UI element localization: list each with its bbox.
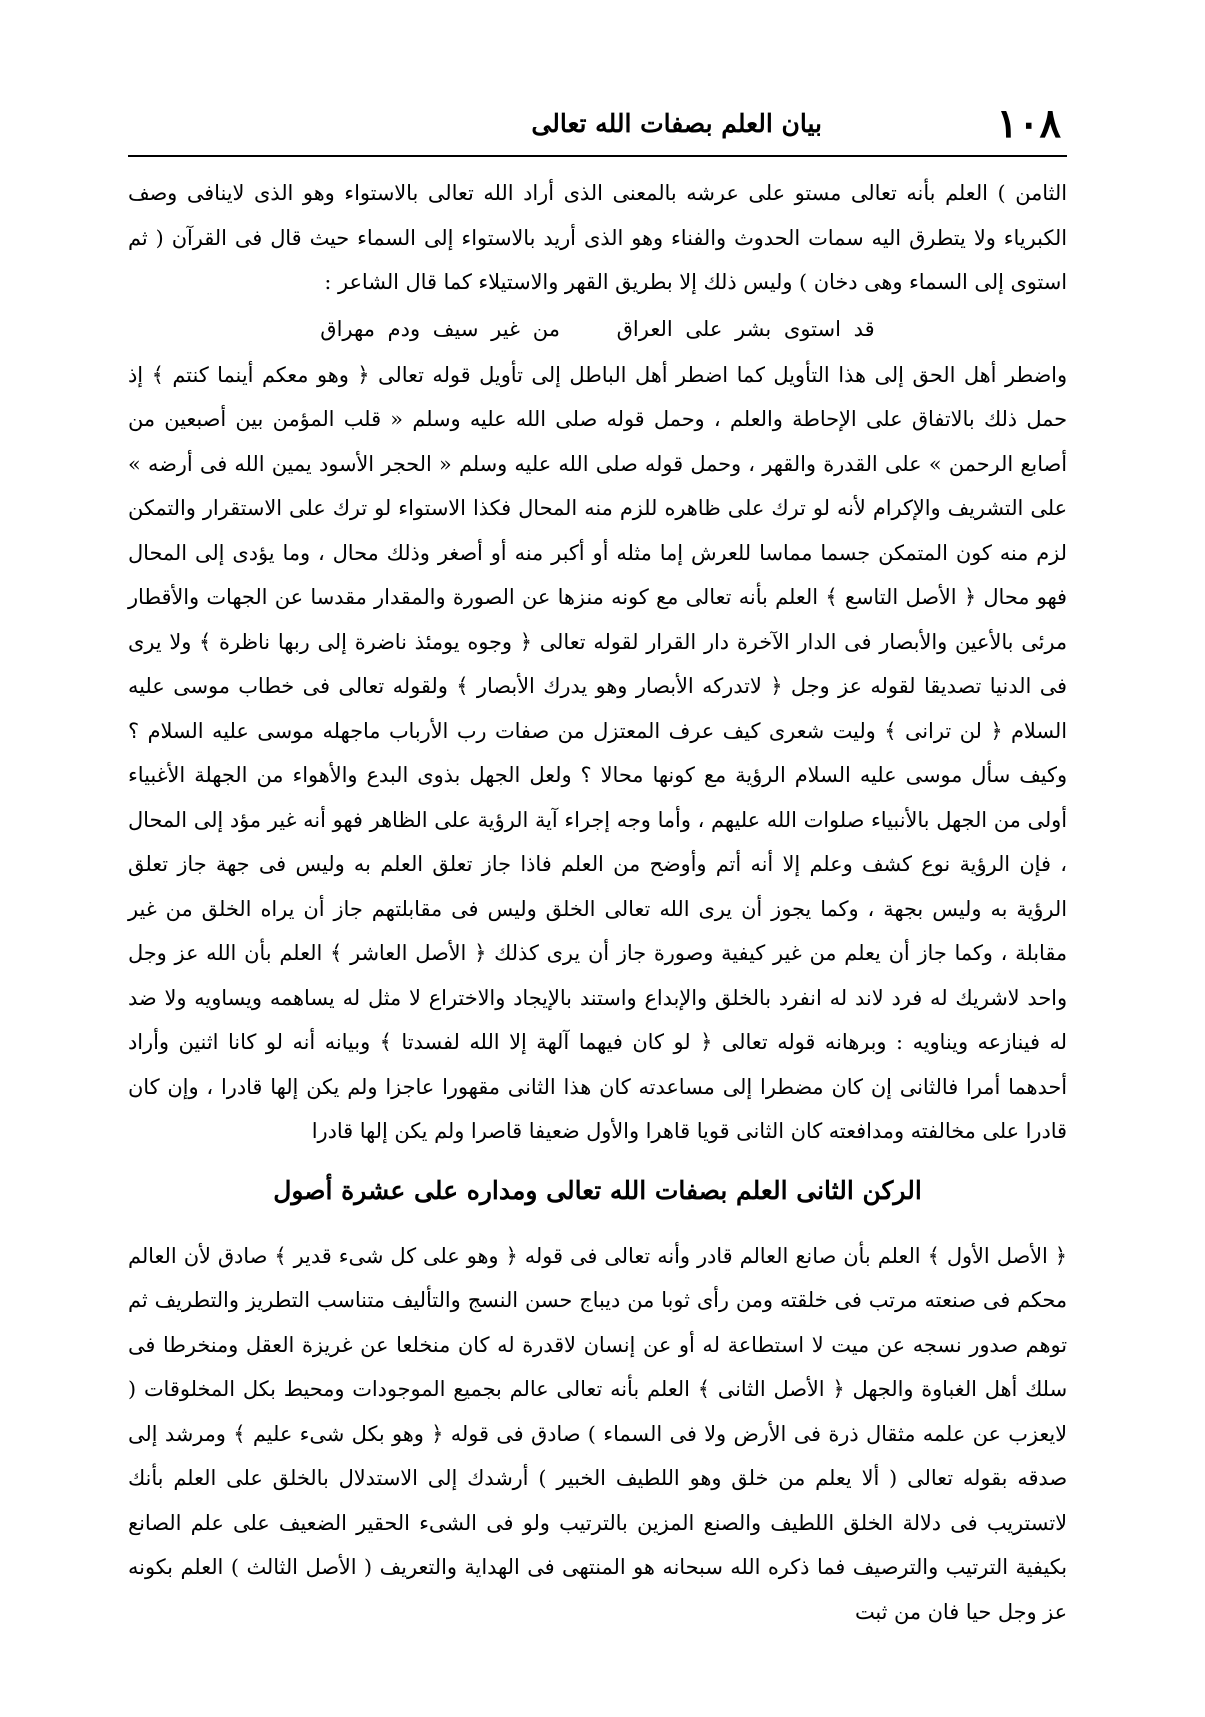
running-title: بيان العلم بصفات الله تعالى <box>531 109 822 138</box>
page-header <box>128 95 1067 157</box>
paragraph-eighth-principle: الثامن ) العلم بأنه تعالى مستو على عرشه بالمعنى الذى أراد الله تعالى بالاستواء وهو الذى لاينافى وصف الكبرياء ولا يتطرق اليه سمات الحدوث والفناء وهو الذى أريد بالاستواء إلى السماء حيث قال فى القرآن ( ثم استوى إلى السماء وهى دخان ) وليس ذلك إلا بطريق القهر والاستيلاء كما قال الشاعر : <box>128 181 1067 294</box>
section-heading: الركن الثانى العلم بصفات الله تعالى ومداره على عشرة أصول <box>273 1175 922 1205</box>
page-number: ١٠٨ <box>996 100 1061 147</box>
paragraph-ninth-tenth-principles: واضطر أهل الحق إلى هذا التأويل كما اضطر أهل الباطل إلى تأويل قوله تعالى ﴿ وهو معكم أينما كنتم ﴾ إذ حمل ذلك بالاتفاق على الإحاطة والعلم ، وحمل قوله صلى الله عليه وسلم « قلب المؤمن بين أصبعين من أصابع الرحمن » على القدرة والقهر ، وحمل قوله صلى الله عليه وسلم « الحجر الأسود يمين الله فى أرضه » على التشريف والإكرام لأنه لو ترك على ظاهره للزم منه المحال فكذا الاستواء لو ترك على الاستقرار والتمكن لزم منه كون المتمكن جسما مماسا للعرش إما مثله أو أكبر منه أو أصغر وذلك محال ، وما يؤدى إلى المحال فهو محال ﴿ الأصل التاسع ﴾ العلم بأنه تعالى مع كونه منزها عن الصورة والمقدار مقدسا عن الجهات والأقطار مرئى بالأعين والأبصار فى الدار الآخرة دار القرار لقوله تعالى ﴿ وجوه يومئذ ناضرة إلى ربها ناظرة ﴾ ولا يرى فى الدنيا تصديقا لقوله عز وجل ﴿ لاتدركه الأبصار وهو يدرك الأبصار ﴾ ولقوله تعالى فى خطاب موسى عليه السلام ﴿ لن ترانى ﴾ وليت شعرى كيف عرف المعتزل من صفات رب الأرباب ماجهله موسى عليه السلام ؟ وكيف سأل موسى عليه السلام الرؤية مع كونها محالا ؟ ولعل الجهل بذوى البدع والأهواء من الجهلة الأغبياء أولى من الجهل بالأنبياء صلوات الله عليهم ، وأما وجه إجراء آية الرؤية على الظاهر فهو أنه غير مؤد إلى المحال ، فإن الرؤية نوع كشف وعلم إلا أنه أتم وأوضح من العلم فاذا جاز تعلق العلم به وليس فى جهة جاز تعلق الرؤية به وليس بجهة ، وكما يجوز أن يرى الله تعالى الخلق وليس فى مقابلتهم جاز أن يراه الخلق من غير مقابلة ، وكما جاز أن يعلم من غير كيفية وصورة جاز أن يرى كذلك ﴿ الأصل العاشر ﴾ العلم بأن الله عز وجل واحد لاشريك له فرد لاند له انفرد بالخلق والإبداع واستند بالإيجاد والاختراع لا مثل له يساهمه ويساويه ولا ضد له فينازعه ويناويه : وبرهانه قوله تعالى ﴿ لو كان فيهما آلهة إلا الله لفسدتا ﴾ وبيانه أنه لو كانا اثنين وأراد أحدهما أمرا فالثانى إن كان مضطرا إلى مساعدته كان هذا الثانى مقهورا عاجزا ولم يكن إلها قادرا ، وإن كان قادرا على مخالفته ومدافعته كان الثانى قويا قاهرا والأول ضعيفا قاصرا ولم يكن إلها قادرا <box>128 362 1067 1143</box>
verse-first-hemistich: قد استوى بشر على العراق <box>616 316 875 341</box>
poetry-verse <box>128 305 1067 353</box>
paragraph-first-principles: ﴿ الأصل الأول ﴾ العلم بأن صانع العالم قادر وأنه تعالى فى قوله ﴿ وهو على كل شىء قدير ﴾ صادق لأن العالم محكم فى صنعته مرتب فى خلقته ومن رأى ثوبا من ديباج حسن النسج والتأليف متناسب التطريز والتطريف ثم توهم صدور نسجه عن ميت لا استطاعة له أو عن إنسان لاقدرة له كان منخلعا عن غريزة العقل ومنخرطا فى سلك أهل الغباوة والجهل ﴿ الأصل الثانى ﴾ العلم بأنه تعالى عالم بجميع الموجودات ومحيط بكل المخلوقات ( لايعزب عن علمه مثقال ذرة فى الأرض ولا فى السماء ) صادق فى قوله ﴿ وهو بكل شىء عليم ﴾ ومرشد إلى صدقه بقوله تعالى ( ألا يعلم من خلق وهو اللطيف الخبير ) أرشدك إلى الاستدلال بالخلق على العلم بأنك لاتستريب فى دلالة الخلق اللطيف والصنع المزين بالترتيب ولو فى الشىء الحقير الضعيف على علم الصانع بكيفية الترتيب والترصيف فما ذكره الله سبحانه هو المنتهى فى الهداية والتعريف ( الأصل الثالث ) العلم بكونه عز وجل حيا فان من ثبت <box>128 1243 1068 1624</box>
verse-second-hemistich: من غير سيف ودم مهراق <box>320 316 560 341</box>
